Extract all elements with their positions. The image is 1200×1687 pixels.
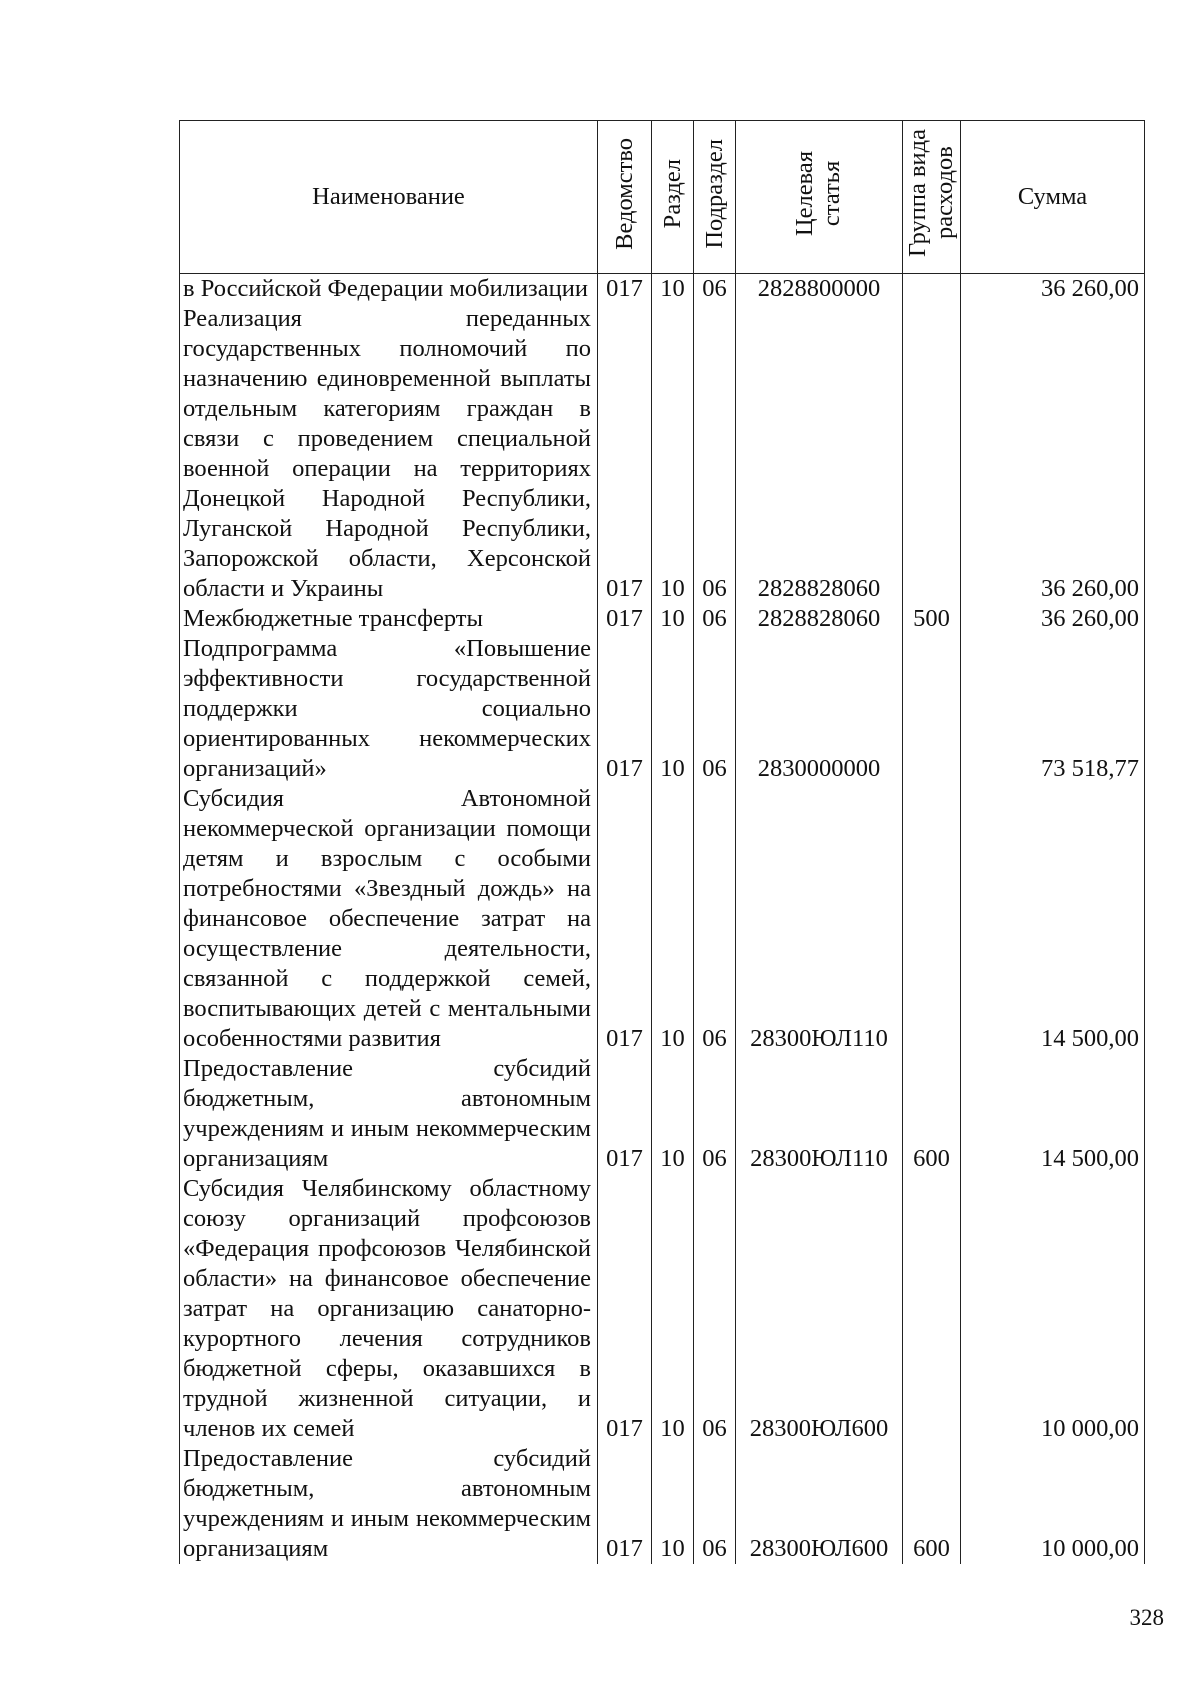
cell-section: 10 <box>652 1444 694 1564</box>
cell-subsection: 06 <box>694 604 736 634</box>
cell-sum: 10 000,00 <box>961 1174 1145 1444</box>
cell-section: 10 <box>652 274 694 305</box>
cell-name: Субсидия Челябинскому областному союзу организаций профсоюзов «Федерация профсоюзов Челябинской области» на финансовое обеспечение затрат на организацию санаторно-курортного лечения сотрудников бюджетной сферы, оказавшихся в трудной жизненной ситуации, и членов их семей <box>180 1174 598 1444</box>
cell-sum: 14 500,00 <box>961 1054 1145 1174</box>
cell-dept: 017 <box>598 274 652 305</box>
cell-group <box>903 304 961 604</box>
header-target: Целевая статья <box>736 121 903 274</box>
cell-name: Межбюджетные трансферты <box>180 604 598 634</box>
cell-section: 10 <box>652 604 694 634</box>
table-row <box>180 604 1145 634</box>
cell-section: 10 <box>652 304 694 604</box>
cell-name: в Российской Федерации мобилизации <box>180 274 598 305</box>
cell-group: 500 <box>903 604 961 634</box>
header-subsection: Подраздел <box>694 121 736 274</box>
cell-dept: 017 <box>598 304 652 604</box>
budget-table <box>179 120 1145 1564</box>
table-row <box>180 634 1145 784</box>
cell-section: 10 <box>652 634 694 784</box>
cell-section: 10 <box>652 784 694 1054</box>
cell-section: 10 <box>652 1054 694 1174</box>
cell-target: 2828800000 <box>736 274 903 305</box>
table-row <box>180 274 1145 305</box>
table-row <box>180 1444 1145 1564</box>
cell-group <box>903 274 961 305</box>
table-row <box>180 304 1145 604</box>
cell-dept: 017 <box>598 784 652 1054</box>
header-section: Раздел <box>652 121 694 274</box>
cell-subsection: 06 <box>694 1174 736 1444</box>
cell-group <box>903 784 961 1054</box>
header-group: Группа вида расходов <box>903 121 961 274</box>
cell-dept: 017 <box>598 604 652 634</box>
cell-dept: 017 <box>598 634 652 784</box>
cell-sum: 36 260,00 <box>961 604 1145 634</box>
cell-sum: 10 000,00 <box>961 1444 1145 1564</box>
cell-target: 28300ЮЛ110 <box>736 1054 903 1174</box>
cell-name: Подпрограмма «Повышение эффективности государственной поддержки социально ориентированных некоммерческих организаций» <box>180 634 598 784</box>
cell-target: 28300ЮЛ600 <box>736 1444 903 1564</box>
cell-subsection: 06 <box>694 1444 736 1564</box>
cell-target: 28300ЮЛ110 <box>736 784 903 1054</box>
cell-target: 28300ЮЛ600 <box>736 1174 903 1444</box>
cell-name: Предоставление субсидий бюджетным, автономным учреждениям и иным некоммерческим организациям <box>180 1444 598 1564</box>
cell-group: 600 <box>903 1444 961 1564</box>
cell-subsection: 06 <box>694 304 736 604</box>
cell-subsection: 06 <box>694 634 736 784</box>
cell-subsection: 06 <box>694 274 736 305</box>
cell-sum: 73 518,77 <box>961 634 1145 784</box>
cell-name: Предоставление субсидий бюджетным, автономным учреждениям и иным некоммерческим организациям <box>180 1054 598 1174</box>
cell-target: 2828828060 <box>736 604 903 634</box>
cell-group: 600 <box>903 1054 961 1174</box>
cell-group <box>903 634 961 784</box>
cell-sum: 36 260,00 <box>961 304 1145 604</box>
cell-sum: 36 260,00 <box>961 274 1145 305</box>
cell-group <box>903 1174 961 1444</box>
cell-dept: 017 <box>598 1174 652 1444</box>
cell-subsection: 06 <box>694 1054 736 1174</box>
table-row <box>180 784 1145 1054</box>
table-header-row <box>180 121 1145 274</box>
cell-section: 10 <box>652 1174 694 1444</box>
header-sum: Сумма <box>961 121 1145 274</box>
cell-sum: 14 500,00 <box>961 784 1145 1054</box>
page-number: 328 <box>1129 1605 1164 1630</box>
cell-name: Субсидия Автономной некоммерческой организации помощи детям и взрослым с особыми потребностями «Звездный дождь» на финансовое обеспечение затрат на осуществление деятельности, связанной с поддержкой семей, воспитывающих детей с ментальными особенностями развития <box>180 784 598 1054</box>
cell-dept: 017 <box>598 1054 652 1174</box>
cell-name: Реализация переданных государственных полномочий по назначению единовременной выплаты отдельным категориям граждан в связи с проведением специальной военной операции на территориях Донецкой Народной Республики, Луганской Народной Республики, Запорожской области, Херсонской области и Украины <box>180 304 598 604</box>
table-row <box>180 1174 1145 1444</box>
header-name: Наименование <box>180 121 598 274</box>
table-row <box>180 1054 1145 1174</box>
cell-subsection: 06 <box>694 784 736 1054</box>
cell-target: 2830000000 <box>736 634 903 784</box>
cell-target: 2828828060 <box>736 304 903 604</box>
cell-dept: 017 <box>598 1444 652 1564</box>
header-dept: Ведомство <box>598 121 652 274</box>
